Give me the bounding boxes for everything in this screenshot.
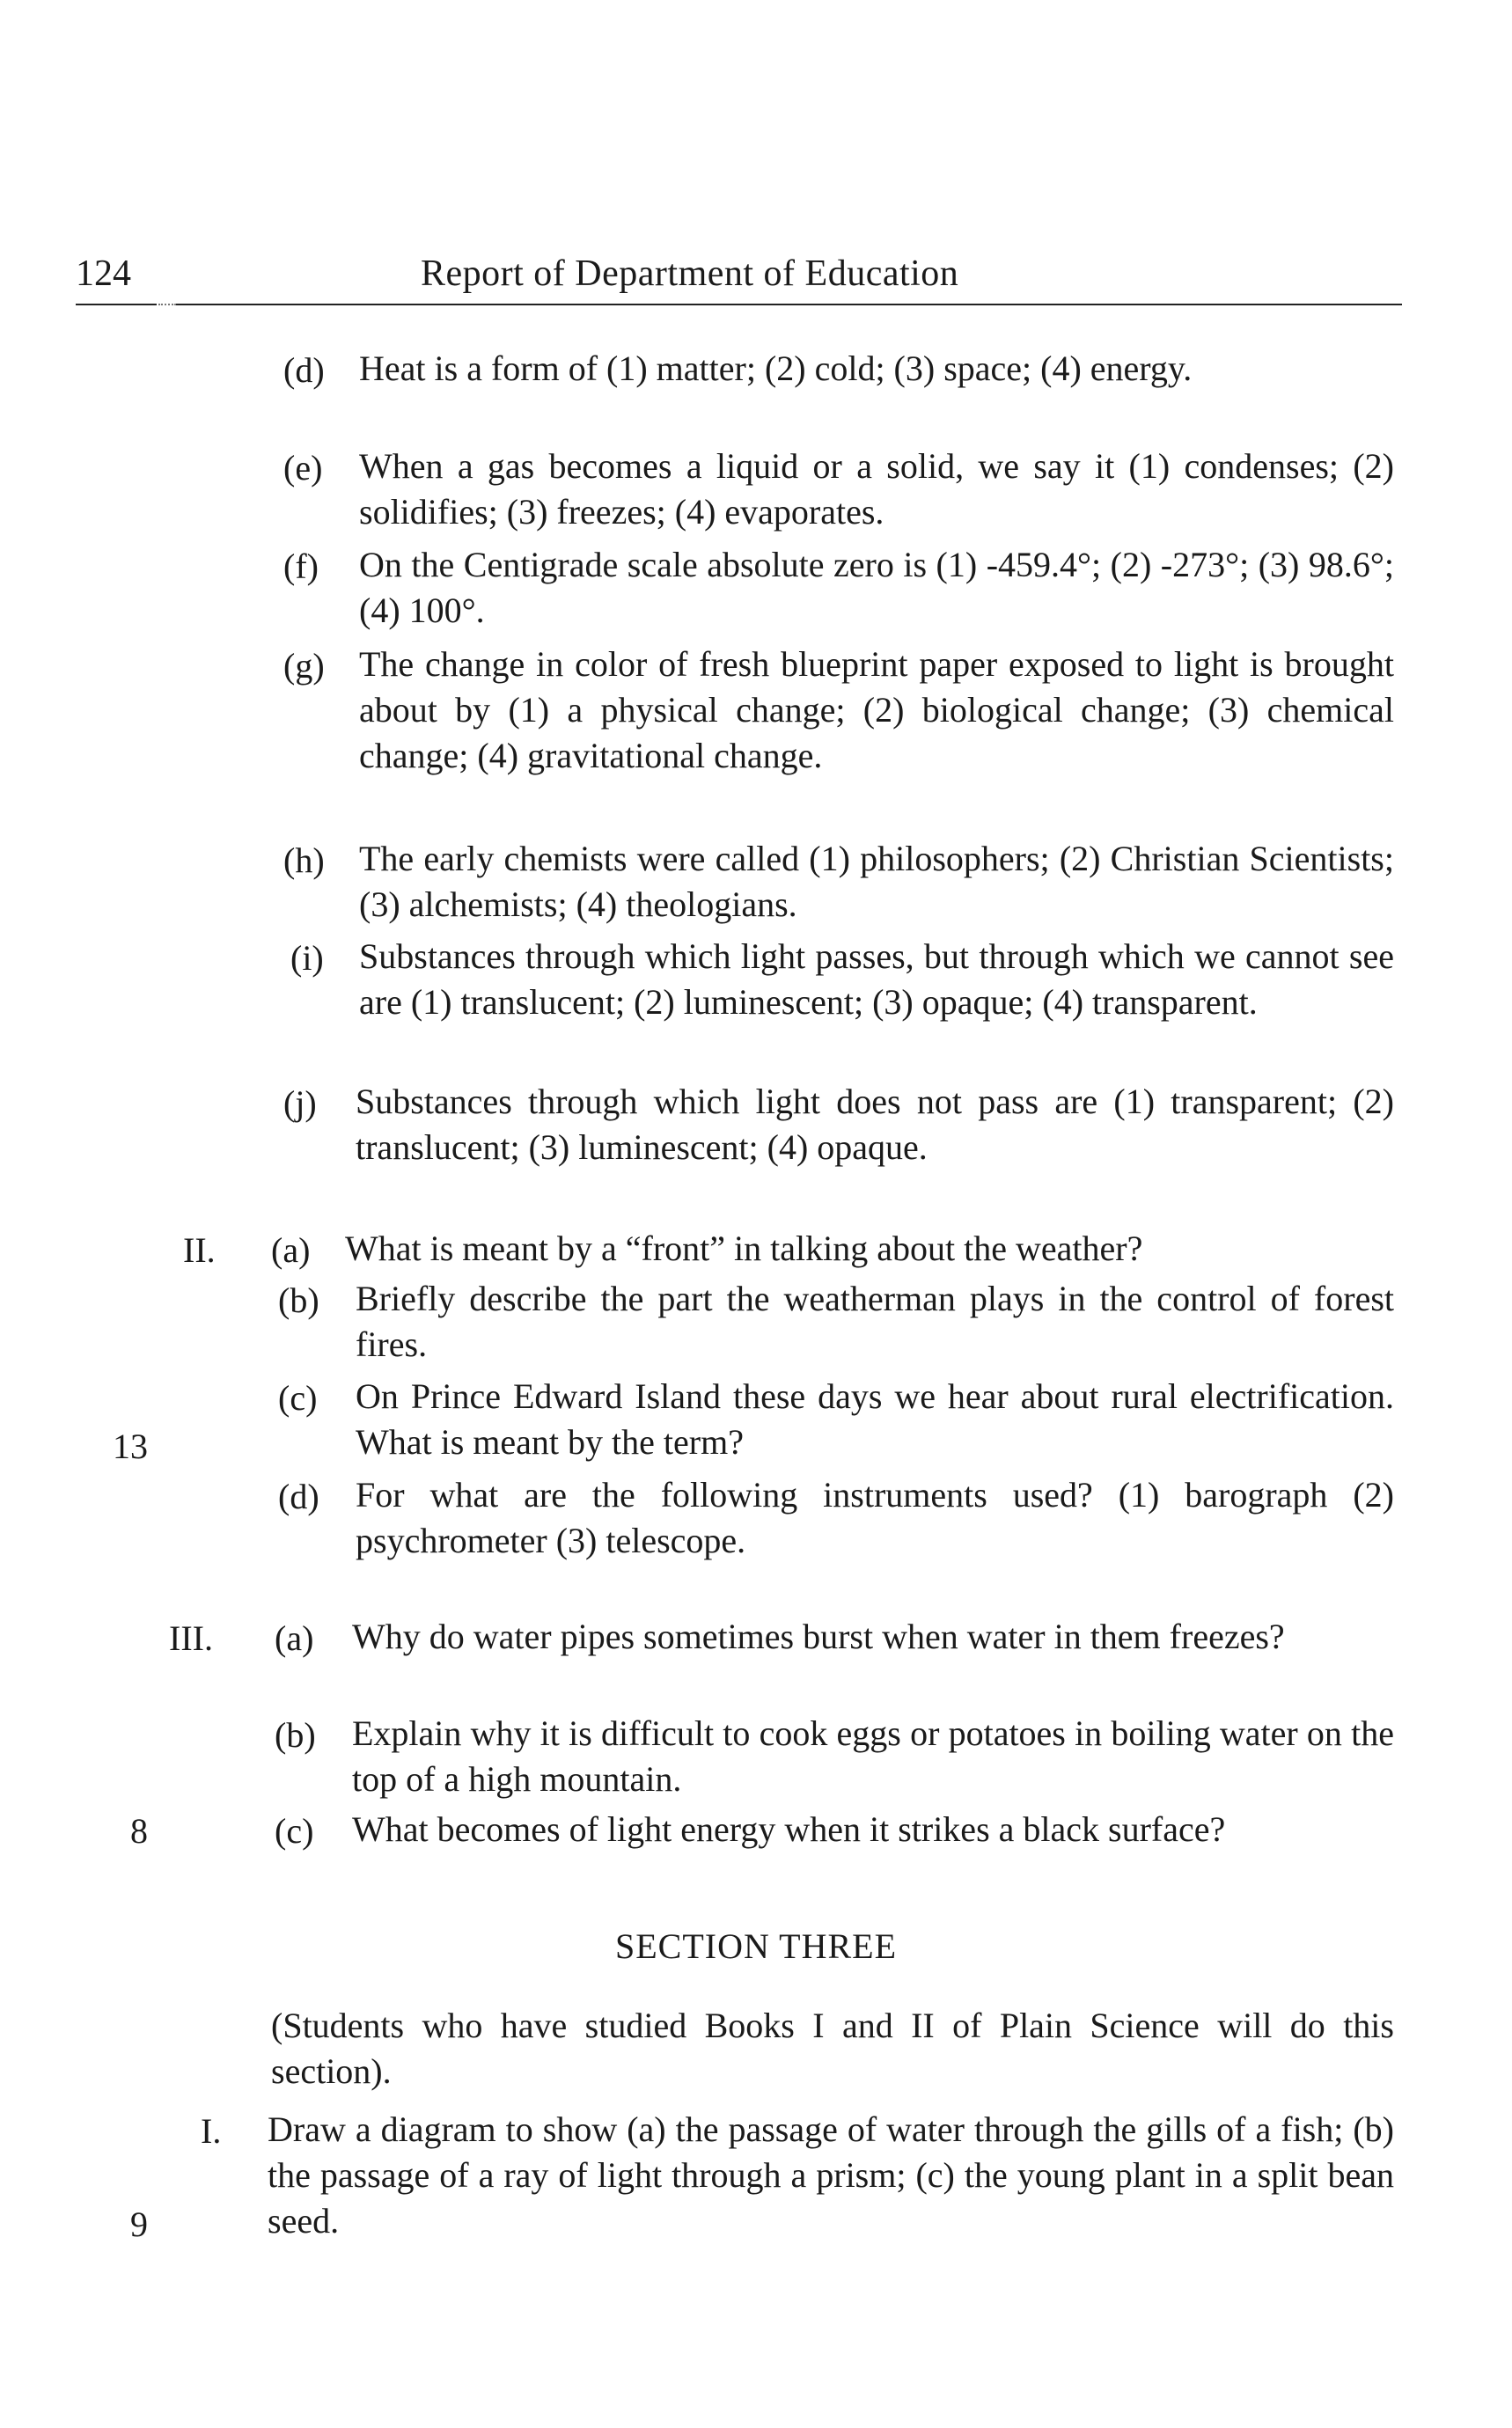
marks-number: 8 <box>130 1811 148 1851</box>
marks-number: 13 <box>113 1427 148 1466</box>
question-item: What is meant by a “front” in talking about the weather? <box>345 1229 1143 1268</box>
item-label: (d) <box>283 350 325 390</box>
item-label: (g) <box>283 646 325 686</box>
header-rule-gap <box>158 304 176 305</box>
item-label: (c) <box>278 1378 318 1418</box>
item-label: (j) <box>283 1083 317 1123</box>
item-label: (c) <box>275 1811 314 1851</box>
question-item: When a gas becomes a liquid or a solid, we say it (1) condenses; (2) solidifies; (3) freezes; (4) evaporates. <box>359 446 1394 532</box>
question-item: Explain why it is difficult to cook eggs or potatoes in boiling water on the top of a high mountain. <box>352 1713 1394 1799</box>
question-item: The change in color of fresh blueprint paper exposed to light is brought about by (1) a physical change; (2) biological change; (3) chemical change; (4) gravitational change. <box>359 644 1394 775</box>
question-item: Substances through which light passes, but through which we cannot see are (1) translucent; (2) luminescent; (3) opaque; (4) transparent. <box>359 936 1394 1022</box>
item-label: (i) <box>290 938 324 978</box>
part-numeral: III. <box>169 1618 213 1658</box>
item-label: (h) <box>283 840 325 880</box>
question-item: What becomes of light energy when it strikes a black surface? <box>352 1809 1226 1849</box>
question-item: Why do water pipes sometimes burst when water in them freezes? <box>352 1617 1285 1656</box>
section-title: SECTION THREE <box>614 1926 898 1966</box>
item-label: (e) <box>283 448 323 488</box>
item-label: (b) <box>275 1715 316 1755</box>
part-numeral: II. <box>183 1230 216 1270</box>
question-item: On the Centigrade scale absolute zero is (1) -459.4°; (2) -273°; (3) 98.6°; (4) 100°. <box>359 545 1394 630</box>
question-item: Heat is a form of (1) matter; (2) cold; (3) space; (4) energy. <box>359 348 1193 388</box>
item-label: (a) <box>271 1230 311 1270</box>
header-rule-right <box>176 304 1402 305</box>
question-item: Draw a diagram to show (a) the passage of water through the gills of a fish; (b) the passage of a ray of light through a prism; (c) the young plant in a split bean seed. <box>268 2109 1394 2241</box>
question-item: For what are the following instruments used? (1) barograph (2) psychrometer (3) telescope. <box>356 1475 1394 1560</box>
header-rule-left <box>76 304 157 305</box>
item-label: (b) <box>278 1280 319 1320</box>
question-item: The early chemists were called (1) philosophers; (2) Christian Scientists; (3) alchemists; (4) theologians. <box>359 839 1394 924</box>
page-number: 124 <box>76 253 131 294</box>
item-label: (a) <box>275 1618 314 1658</box>
item-label: (d) <box>278 1477 319 1516</box>
question-item: Briefly describe the part the weatherman plays in the control of forest fires. <box>356 1279 1394 1364</box>
item-label: (f) <box>283 546 319 586</box>
running-title: Report of Department of Education <box>421 253 959 294</box>
marks-number: 9 <box>130 2204 148 2244</box>
question-item: On Prince Edward Island these days we hear about rural electrification. What is meant by the term? <box>356 1376 1394 1462</box>
question-item: Substances through which light does not pass are (1) transparent; (2) translucent; (3) luminescent; (4) opaque. <box>356 1082 1394 1167</box>
question-numeral: I. <box>201 2111 222 2151</box>
section-intro: (Students who have studied Books I and II of Plain Science will do this section). <box>271 2006 1394 2091</box>
